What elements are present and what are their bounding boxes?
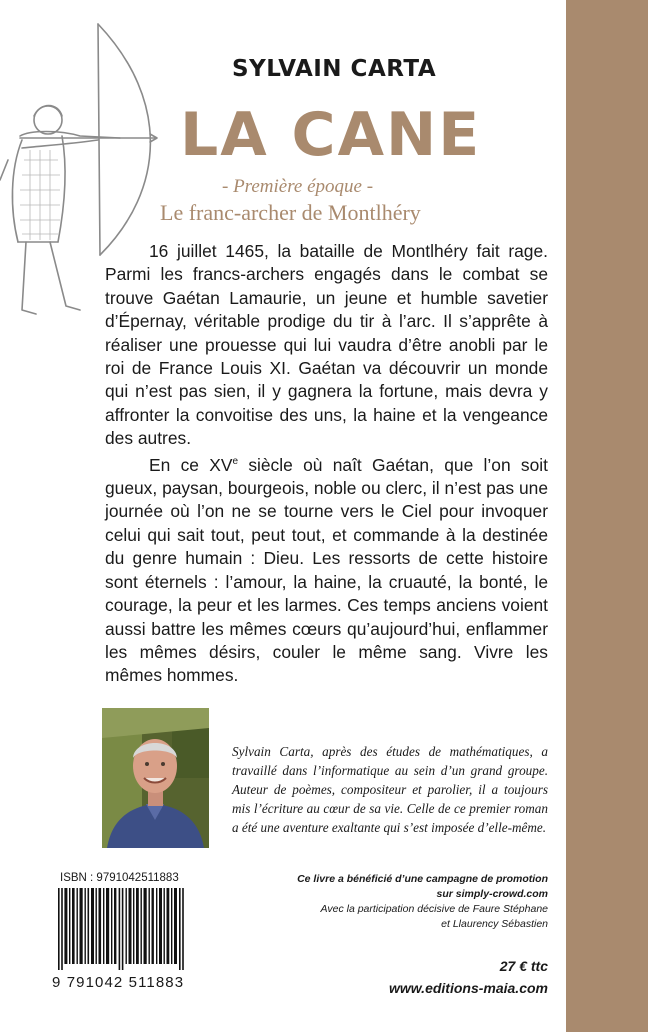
promo-line-3: Avec la participation décisive de Faure Stéphane — [320, 903, 548, 915]
author-name: SYLVAIN CARTA — [232, 56, 437, 82]
author-photo — [102, 708, 209, 848]
barcode — [58, 888, 186, 970]
blurb-p2-rest: siècle où naît Gaétan, que l’on soit gueux, paysan, bourgeois, noble ou clerc, il n’est pas une journée où l’on ne se tourne vers le Ciel pour invoquer celui qui sait tout, peut tout, et commande à la destinée du genre humain : Dieu. Les ressorts de cette histoire sont éternels : l’amour, la haine, la cruauté, la bonté, le courage, la peur et les larmes. Ces temps anciens voient aussi battre les mêmes cœurs qu’aujourd’hui, enflammer les mêmes désirs, couler le même sang. Vivre les mêmes hommes. — [105, 454, 548, 686]
back-cover-blurb — [105, 240, 548, 688]
promo-line-2: sur simply-crowd.com — [436, 888, 548, 900]
book-spine — [566, 0, 648, 1032]
book-subtitle: Le franc-archer de Montlhéry — [160, 200, 421, 225]
promo-notice — [248, 872, 548, 932]
book-epoque: - Première époque - — [222, 176, 374, 197]
price: 27 € ttc — [499, 958, 548, 974]
promo-line-1: Ce livre a bénéficié d’une campagne de promotion — [297, 873, 548, 885]
blurb-paragraph-2 — [105, 454, 548, 688]
blurb-p2-start: En ce XV — [149, 454, 233, 475]
isbn-label: ISBN : 9791042511883 — [60, 872, 179, 884]
blurb-paragraph-1: 16 juillet 1465, la bataille de Montlhéry fait rage. Parmi les francs-archers engagés dans le combat se trouve Gaétan Lamaurie, un jeune et humble savetier d’Épernay, véritable prodige du tir à l’arc. Il s’apprête à réaliser une prouesse qui lui vaudra d’être anobli par le roi de France Louis XI. Gaétan va découvrir un monde qui n’est pas sien, il y gagnera la fortune, mais devra y affronter la convoitise des uns, la haine et la vengeance des autres. — [105, 241, 548, 449]
publisher-website: www.editions-maia.com — [389, 980, 548, 996]
century-superscript: e — [232, 455, 239, 467]
barcode-digits: 9 791042 511883 — [52, 974, 185, 991]
book-title: LA CANE — [180, 100, 482, 170]
author-bio: Sylvain Carta, après des études de mathématiques, a travaillé dans l’informatique au sein d’un grand groupe. Auteur de poèmes, compositeur et parolier, il a toujours mis l’écriture au cœur de sa vie. Celle de ce premier roman a été une aventure exaltante qui s’est imposée d’elle-même. — [232, 744, 548, 835]
promo-line-4: et Llaurency Sébastien — [441, 918, 548, 930]
